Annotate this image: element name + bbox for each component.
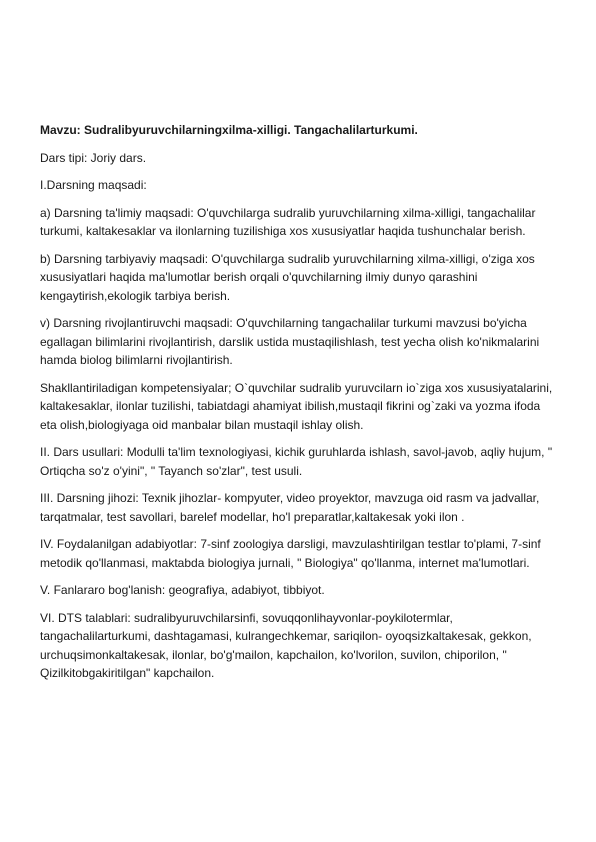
document-title: Mavzu: Sudralibyuruvchilarningxilma-xilligi. Tangachalilarturkumi.	[40, 123, 418, 137]
paragraph-methods: II. Dars usullari: Modulli ta'lim texnologiyasi, kichik guruhlarda ishlash, savol-javob, aqliy hujum, " Ortiqcha so'z o'yini", " Tayanch so'zlar", test usuli.	[40, 445, 553, 478]
paragraph-literature: IV. Foydalanilgan adabiyotlar: 7-sinf zoologiya darsligi, mavzulashtirilgan testlar to'plami, 7-sinf metodik qo'llanmasi, maktabda biologiya jurnali, " Biologiya" qo'llanma, internet ma'lumotlari.	[40, 537, 541, 570]
paragraph-interdisciplinary: V. Fanlararo bog'lanish: geografiya, adabiyot, tibbiyot.	[40, 583, 325, 597]
paragraph-lesson-goals-heading: I.Darsning maqsadi:	[40, 178, 147, 192]
paragraph-educational-goal: a) Darsning ta'limiy maqsadi: O'quvchilarga sudralib yuruvchilarning xilma-xilligi, tangachalilar turkumi, kaltakesaklar va ilonlarning tuzilishiga xos xususiyatlar haqida tushunchalar berish.	[40, 205, 536, 238]
paragraph-upbringing-goal: b) Darsning tarbiyaviy maqsadi: O'quvchilarga sudralib yuruvchilarning xilma-xilligi, o'ziga xos xususiyatlari haqida ma'lumotlar berish orqali o'quvchilarning ilmiy dunyo qarashini kengaytirish,ekologik tarbiya berish.	[40, 251, 535, 303]
paragraph-developmental-goal: v) Darsning rivojlantiruvchi maqsadi: O'quvchilarning tangachalilar turkumi mavzusi bo'yicha egallagan bilimlarini rivojlantirish, darslik ustida mustaqilishlash, test yecha olish ko'nikmalarini hamda biolog bilimlarni rivojlantirish.	[40, 316, 540, 367]
paragraph-competencies: Shakllantiriladigan kompetensiyalar; O`quvchilar sudralib yuruvcilarn io`ziga xos xususiyatalarini, kaltakesaklar, ilonlar tuzilishi, tabiatdagi ahamiyat ibilish,mustaqil fikrini og`zaki va yozma ifoda eta olish,biologiyaga oid manbalar bilan mustaqil ishlay olish.	[40, 380, 553, 432]
paragraph-equipment: III. Darsning jihozi: Texnik jihozlar- kompyuter, video proyektor, mavzuga oid rasm va jadvallar, tarqatmalar, test savollari, barelef modellar, ho'l preparatlar,kaltakesak yoki ilon .	[40, 491, 540, 524]
paragraph-standards: VI. DTS talablari: sudralibyuruvchilarsinfi, sovuqqonlihayvonlar-poykilotermlar, tangachalilarturkumi, dashtagamasi, kulrangechkemar, sariqilon- oyoqsizkaltakesak, gekkon, urchuqsimonkaltakesak, ilonlar, bo'g'mailon, kapchailon, ko'lvorilon, suvilon, chiporilon, " Qizilkitobgakiritilgan" kapchailon.	[40, 610, 532, 680]
paragraph-lesson-type: Dars tipi: Joriy dars.	[40, 150, 147, 165]
